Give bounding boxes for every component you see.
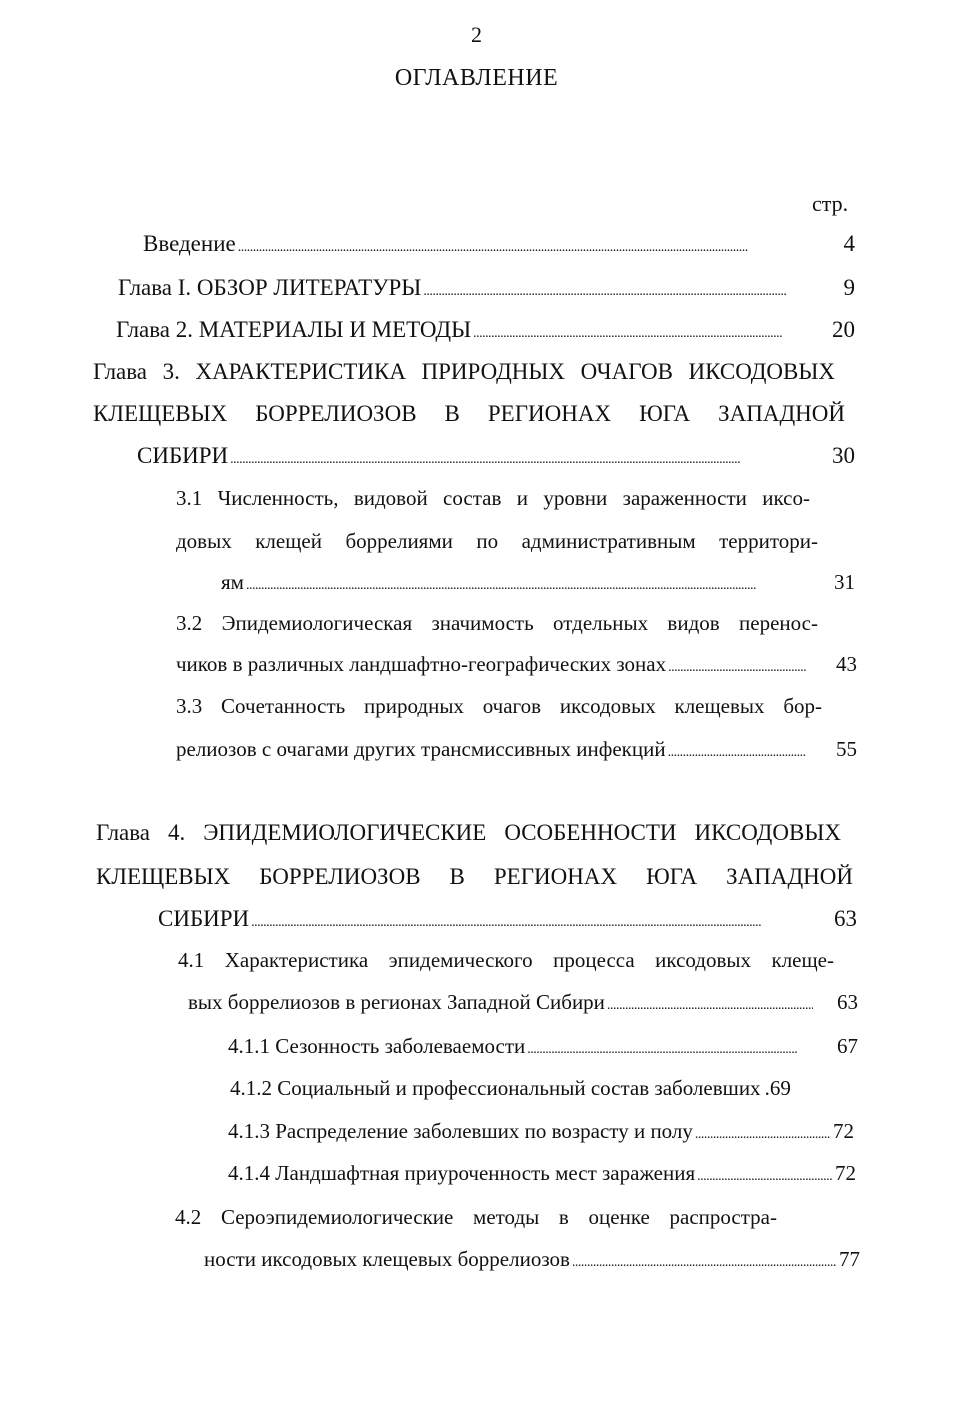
toc-leader-dots bbox=[695, 1121, 831, 1142]
toc-entry-section-3-3 bbox=[176, 739, 857, 760]
toc-entry-chapter-4 bbox=[158, 907, 857, 930]
toc-entry-section-4-1-3 bbox=[228, 1121, 854, 1142]
toc-section-3-3-line-1: 3.3 Сочетанность природных очагов иксодовых клещевых бор- bbox=[176, 694, 822, 718]
page-title: ОГЛАВЛЕНИЕ bbox=[394, 65, 559, 91]
toc-entry-text: СИБИРИ bbox=[158, 906, 250, 931]
toc-chapter-3-line-2: КЛЕЩЕВЫХ БОРРЕЛИОЗОВ В РЕГИОНАХ ЮГА ЗАПАДНОЙ bbox=[93, 401, 845, 426]
toc-entry-intro bbox=[143, 232, 855, 255]
page-number: 2 bbox=[471, 22, 482, 47]
toc-entry-text: вых боррелиозов в регионах Западной Сибири bbox=[188, 990, 605, 1014]
toc-page-number: 72 bbox=[835, 1161, 856, 1185]
toc-entry-text: 4.1.3 Распределение заболевших по возрасту и полу bbox=[228, 1119, 693, 1143]
toc-leader-dots bbox=[607, 992, 813, 1013]
toc-entry-section-4-2 bbox=[204, 1249, 860, 1270]
toc-section-3-1-line-1: 3.1 Численность, видовой состав и уровни зараженности иксо- bbox=[176, 486, 810, 510]
toc-page-number: 55 bbox=[836, 737, 857, 761]
toc-leader-dots bbox=[423, 276, 785, 299]
toc-page-number: 63 bbox=[834, 906, 857, 931]
toc-entry-text: 4.1.2 Социальный и профессиональный состав заболевших bbox=[230, 1076, 761, 1100]
toc-leader-dots bbox=[246, 572, 788, 593]
toc-entry-chapter-1 bbox=[118, 276, 855, 299]
toc-entry-section-3-2 bbox=[176, 654, 857, 675]
toc-page-number: 63 bbox=[837, 990, 858, 1014]
toc-entry-chapter-3 bbox=[137, 444, 855, 467]
toc-page-number: 72 bbox=[833, 1119, 854, 1143]
toc-page-number: 20 bbox=[832, 317, 855, 342]
toc-chapter-4-line-2: КЛЕЩЕВЫХ БОРРЕЛИОЗОВ В РЕГИОНАХ ЮГА ЗАПАДНОЙ bbox=[96, 864, 853, 889]
toc-leader-dots bbox=[668, 739, 806, 760]
toc-page-number: 77 bbox=[839, 1247, 860, 1271]
toc-page-number: 30 bbox=[832, 443, 855, 468]
page-column-header: стр. bbox=[812, 191, 849, 216]
toc-entry-section-4-1-2 bbox=[230, 1078, 860, 1099]
toc-entry-text: ности иксодовых клещевых боррелиозов bbox=[204, 1247, 570, 1271]
toc-entry-text: Глава I. ОБЗОР ЛИТЕРАТУРЫ bbox=[118, 275, 422, 300]
toc-chapter-4-line-1: Глава 4. ЭПИДЕМИОЛОГИЧЕСКИЕ ОСОБЕННОСТИ ИКСОДОВЫХ bbox=[96, 820, 841, 845]
toc-page-number: .69 bbox=[764, 1076, 791, 1100]
toc-section-3-2-line-1: 3.2 Эпидемиологическая значимость отдельных видов перенос- bbox=[176, 611, 818, 635]
toc-section-4-1-line-1: 4.1 Характеристика эпидемического процесса иксодовых клеще- bbox=[178, 948, 834, 972]
toc-entry-text: релиозов с очагами других трансмиссивных инфекций bbox=[176, 737, 666, 761]
toc-entry-section-4-1 bbox=[188, 992, 858, 1013]
toc-leader-dots bbox=[572, 1249, 837, 1270]
toc-entry-section-4-1-1 bbox=[228, 1036, 858, 1057]
toc-entry-text: 4.1.4 Ландшафтная приуроченность мест заражения bbox=[228, 1161, 696, 1185]
toc-leader-dots bbox=[697, 1163, 833, 1184]
toc-entry-section-4-1-4 bbox=[228, 1163, 856, 1184]
toc-leader-dots bbox=[668, 654, 806, 675]
toc-entry-chapter-2 bbox=[116, 318, 855, 341]
toc-leader-dots bbox=[238, 232, 814, 255]
toc-entry-text: СИБИРИ bbox=[137, 443, 229, 468]
toc-leader-dots bbox=[230, 444, 786, 467]
toc-page-number: 4 bbox=[843, 231, 855, 256]
toc-section-3-1-line-2: довых клещей боррелиями по административным территори- bbox=[176, 529, 818, 553]
toc-leader-dots bbox=[527, 1036, 797, 1057]
toc-entry-text: чиков в различных ландшафтно-географических зонах bbox=[176, 652, 667, 676]
toc-entry-text: Глава 2. МАТЕРИАЛЫ И МЕТОДЫ bbox=[116, 317, 472, 342]
toc-entry-text: ям bbox=[221, 570, 244, 594]
toc-leader-dots bbox=[473, 318, 782, 341]
toc-section-4-2-line-1: 4.2 Сероэпидемиологические методы в оценке распростра- bbox=[175, 1205, 777, 1229]
toc-page-number: 9 bbox=[843, 275, 855, 300]
toc-entry-section-3-1 bbox=[221, 572, 855, 593]
toc-entry-text: 4.1.1 Сезонность заболеваемости bbox=[228, 1034, 526, 1058]
toc-page-number: 43 bbox=[836, 652, 857, 676]
toc-entry-text: Введение bbox=[143, 231, 236, 256]
toc-page-number: 67 bbox=[837, 1034, 858, 1058]
toc-chapter-3-line-1: Глава 3. ХАРАКТЕРИСТИКА ПРИРОДНЫХ ОЧАГОВ ИКСОДОВЫХ bbox=[93, 359, 835, 384]
toc-page-number: 31 bbox=[834, 570, 855, 594]
toc-leader-dots bbox=[251, 907, 824, 930]
